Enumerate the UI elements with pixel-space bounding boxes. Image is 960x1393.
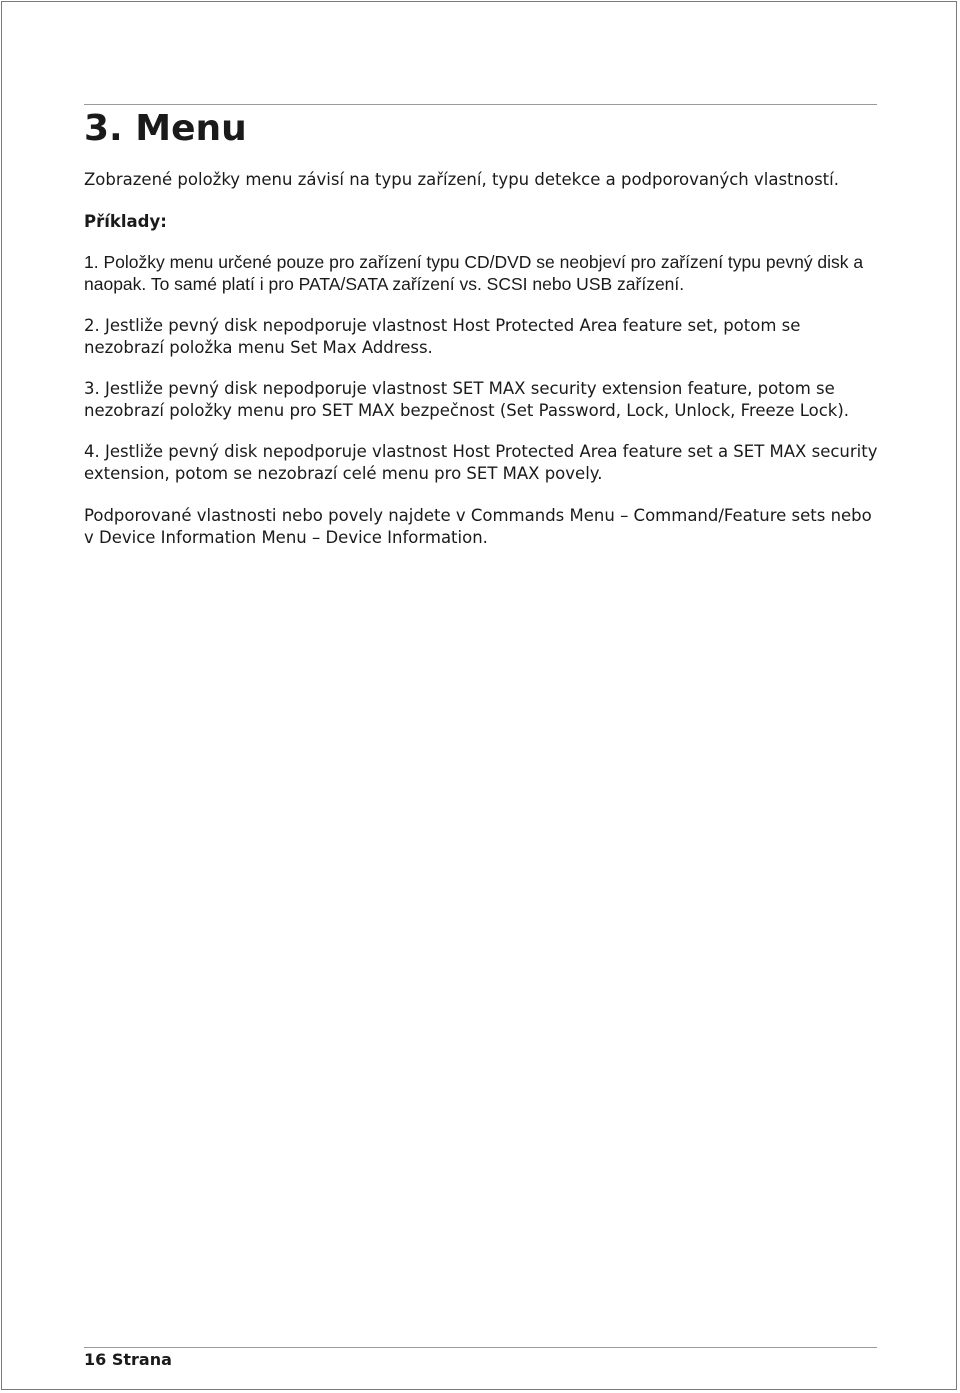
chapter-title: 3. Menu bbox=[84, 108, 247, 149]
page-number: 16 Strana bbox=[84, 1350, 172, 1369]
intro-paragraph: Zobrazené položky menu závisí na typu zařízení, typu detekce a podporovaných vlastností. bbox=[84, 170, 839, 189]
examples-heading: Příklady: bbox=[84, 211, 167, 231]
footer-rule bbox=[84, 1347, 877, 1348]
example-item-3: 3. Jestliže pevný disk nepodporuje vlastnost SET MAX security extension feature, potom se nezobrazí položky menu pro SET MAX bezpečnost (Set Password, Lock, Unlock, Freeze Lock). bbox=[84, 379, 850, 420]
support-note: Podporované vlastnosti nebo povely najdete v Commands Menu – Command/Feature sets nebo v Device Information Menu – Device Information. bbox=[84, 506, 872, 547]
page-content bbox=[84, 169, 884, 548]
example-item-4: 4. Jestliže pevný disk nepodporuje vlastnost Host Protected Area feature set a SET MAX security extension, potom se nezobrazí celé menu pro SET MAX povely. bbox=[84, 442, 878, 483]
example-item-1: 1. Položky menu určené pouze pro zařízení typu CD/DVD se neobjeví pro zařízení typu pevný disk a naopak. To samé platí i pro PATA/SATA zařízení vs. SCSI nebo USB zařízení. bbox=[84, 252, 864, 294]
example-item-2: 2. Jestliže pevný disk nepodporuje vlastnost Host Protected Area feature set, potom se nezobrazí položka menu Set Max Address. bbox=[84, 316, 801, 357]
